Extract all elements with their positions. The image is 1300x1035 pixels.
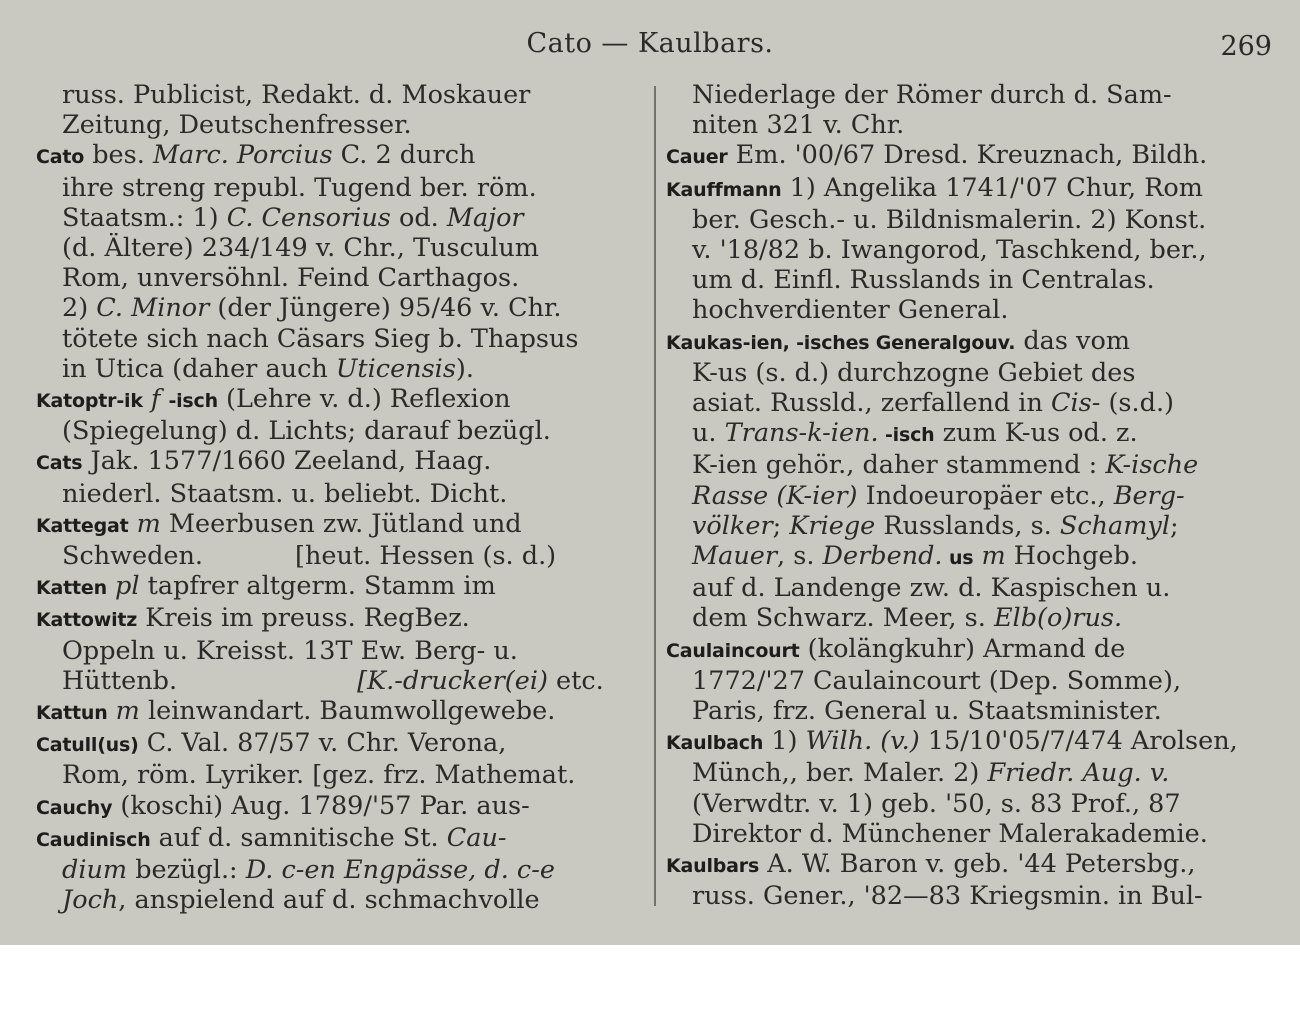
entry-text: (s.d.) — [1100, 388, 1174, 419]
entry-text: ). — [455, 353, 474, 384]
entry-line: (Verwdtr. v. 1) geb. '50, s. 83 Prof., 87 — [692, 788, 1181, 819]
entry-text-italic: dium — [62, 855, 128, 886]
entry-text-italic: Friedr. Aug. v. — [987, 758, 1170, 789]
entry-text: ; — [772, 510, 790, 541]
entry-headword: Catull(us) — [36, 734, 139, 757]
entry-kaulbach — [666, 726, 1270, 849]
entry-text: C. 2 durch — [332, 140, 476, 171]
entry-line: v. '18/82 b. Iwangorod, Taschkend, ber., — [692, 235, 1207, 266]
entry-text: 1) — [763, 726, 806, 757]
entry-caudinisch-continuation — [666, 80, 1270, 140]
entry-text: C. Val. 87/57 v. Chr. Verona, — [138, 728, 507, 759]
entry-text-italic: völker — [692, 510, 773, 541]
entry-line: 1772/'27 Caulaincourt (Dep. Somme), — [692, 665, 1182, 696]
entry-headword: Kauffmann — [666, 178, 782, 201]
entry-line: ber. Gesch.- u. Bildnismalerin. 2) Konst. — [692, 204, 1207, 235]
entry-text-italic: Kriege — [789, 510, 876, 541]
entry-text: Staatsm.: 1) — [62, 202, 227, 233]
entry-cats — [36, 446, 636, 508]
entry-text-italic: Berg- — [1113, 480, 1185, 511]
entry-line: (Spiegelung) d. Lichts; darauf bezügl. — [62, 416, 551, 447]
entry-line: Oppeln u. Kreisst. 13T Ew. Berg- u. — [62, 635, 518, 666]
entry-text: Kreis im preuss. RegBez. — [137, 603, 470, 634]
entry-text-italic: C. Minor — [96, 293, 210, 324]
column-divider — [654, 86, 656, 906]
running-header-title: Cato — Kaulbars. — [526, 28, 774, 59]
entry-text-italic: C. Censorius — [226, 202, 391, 233]
entry-text: , s. — [777, 541, 823, 572]
entry-kattun — [36, 696, 636, 728]
entry-text-italic: pl — [106, 571, 140, 602]
right-column — [666, 80, 1270, 920]
entry-text: (der Jüngere) 95/46 v. Chr. — [209, 293, 562, 324]
entry-headword: Cats — [36, 452, 83, 475]
entry-headword: Kattowitz — [36, 609, 138, 632]
entry-text: leinwandart. Baumwollgewebe. — [139, 696, 556, 727]
entry-text: 2) — [62, 293, 97, 324]
entry-text: 1) Angelika 1741/'07 Chur, Rom — [781, 172, 1203, 203]
entry-cauer — [666, 140, 1270, 172]
entry-headword: Katoptr-ik — [36, 390, 143, 413]
entry-katten — [36, 571, 636, 603]
entry-line: Paris, frz. General u. Staatsminister. — [692, 696, 1162, 727]
entry-text-italic: f — [142, 384, 169, 415]
entry-text: Russlands, s. — [875, 510, 1060, 541]
entry-kaulbars — [666, 849, 1270, 911]
entry-line: russ. Publicist, Redakt. d. Moskauer — [62, 80, 531, 110]
entry-headword: Cauchy — [36, 796, 113, 819]
entry-cauchy — [36, 791, 636, 823]
entry-text-italic: Mauer — [692, 541, 778, 572]
entry-text-italic: Trans-k-ien. — [724, 418, 879, 449]
entry-cato — [36, 140, 636, 384]
entry-kattegat — [36, 509, 636, 571]
entry-text: , anspielend auf d. schmachvolle — [118, 885, 540, 916]
entry-headword: Kaulbars — [666, 855, 760, 878]
entry-headword: Kaukas-ien, -isches Generalgouv. — [666, 331, 1016, 354]
entry-line: russ. Gener., '82—83 Kriegsmin. in Bul- — [692, 881, 1203, 912]
entry-text-italic: Elb(o)rus. — [993, 603, 1123, 634]
entry-headword: Katten — [36, 577, 107, 600]
entry-line: niten 321 v. Chr. — [692, 110, 905, 141]
entry-text-italic: D. c-en Engpässe, d. c-e — [245, 855, 555, 886]
entry-line: tötete sich nach Cäsars Sieg b. Thapsus — [62, 323, 579, 354]
entry-text: Münch,, ber. Maler. 2) — [692, 758, 988, 789]
entry-katoptrik — [36, 384, 636, 446]
entry-text: [heut. Hessen (s. d.) — [295, 541, 557, 572]
entry-text: auf d. samnitische St. — [150, 822, 447, 853]
entry-text: Jak. 1577/1660 Zeeland, Haag. — [82, 446, 492, 477]
entry-catull — [36, 728, 636, 790]
entry-line: hochverdienter General. — [692, 295, 1009, 326]
entry-text-italic: Cau- — [446, 822, 507, 853]
entry-headword: Cato — [36, 146, 85, 169]
entry-headword: Cauer — [666, 146, 728, 169]
entry-text-italic: Joch — [62, 885, 119, 916]
entry-text: u. — [692, 418, 725, 449]
page-number: 269 — [1220, 31, 1272, 62]
entry-line: (d. Ältere) 234/149 v. Chr., Tusculum — [62, 233, 539, 264]
entry-text-italic: Derbend. — [822, 541, 943, 572]
entry-text-italic: m — [107, 696, 140, 727]
entry-text-italic: Marc. Porcius — [152, 140, 333, 171]
entry-text: (koschi) Aug. 1789/'57 Par. aus- — [112, 790, 530, 821]
entry-text: Schweden. — [62, 541, 204, 572]
entry-caudinisch — [36, 823, 636, 916]
entry-subheadword: -isch — [168, 390, 218, 413]
entry-text-italic: m — [973, 541, 1006, 572]
entry-text-italic: Cis- — [1051, 388, 1101, 419]
entry-kattowitz — [36, 603, 636, 696]
entry-text-italic: m — [128, 508, 161, 539]
entry-text: Em. '00/67 Dresd. Kreuznach, Bildh. — [727, 140, 1208, 171]
entry-line: Rom, röm. Lyriker. [gez. frz. Mathemat. — [62, 760, 576, 791]
entry-text: bezügl.: — [127, 855, 246, 886]
entry-line: Zeitung, Deutschenfresser. — [62, 110, 412, 141]
entry-headword: Caulaincourt — [666, 639, 800, 662]
bottom-margin — [0, 945, 1300, 1035]
entry-text-italic: K-ische — [1105, 450, 1199, 481]
entry-russ-continuation — [36, 80, 636, 140]
entry-text: Hüttenb. — [62, 665, 178, 696]
entry-text: (Lehre v. d.) Reflexion — [217, 384, 511, 415]
entry-text-italic: Uticensis — [335, 353, 456, 384]
entry-text: K-ien gehör., daher stammend : — [692, 450, 1106, 481]
entry-line: Direktor d. Münchener Malerakademie. — [692, 818, 1208, 849]
entry-text-italic: Rasse (K-ier) — [692, 480, 858, 511]
entry-line: auf d. Landenge zw. d. Kaspischen u. — [692, 573, 1171, 604]
entry-line: K-us (s. d.) durchzogne Gebiet des — [692, 357, 1136, 388]
entry-headword: Kattun — [36, 702, 108, 725]
entry-text-italic: Wilh. (v.) — [805, 726, 920, 757]
entry-subheadword: -isch — [878, 424, 935, 447]
entry-text: etc. — [547, 665, 604, 696]
entry-subheadword: us — [942, 547, 974, 570]
entry-text: ; — [1170, 510, 1179, 541]
entry-text-italic: Schamyl — [1059, 510, 1170, 541]
entry-line: ihre streng republ. Tugend ber. röm. — [62, 172, 537, 203]
entry-text: Indoeuropäer etc., — [857, 480, 1114, 511]
entry-headword: Kaulbach — [666, 732, 764, 755]
entry-text-italic: [K.-drucker(ei) — [357, 665, 548, 696]
entry-headword: Kattegat — [36, 514, 129, 537]
entry-text: in Utica (daher auch — [62, 353, 336, 384]
left-column — [36, 80, 636, 920]
entry-line: Rom, unversöhnl. Feind Carthagos. — [62, 263, 520, 294]
entry-text: Meerbusen zw. Jütland und — [160, 508, 522, 539]
entry-headword: Caudinisch — [36, 828, 151, 851]
entry-line: um d. Einfl. Russlands in Centralas. — [692, 265, 1155, 296]
entry-kaukasien — [666, 326, 1270, 634]
entry-text: bes. — [84, 140, 153, 171]
entry-text: tapfrer altgerm. Stamm im — [139, 571, 496, 602]
entry-line: Niederlage der Römer durch d. Sam- — [692, 80, 1172, 110]
entry-line: niederl. Staatsm. u. beliebt. Dicht. — [62, 478, 508, 509]
entry-text: das vom — [1015, 325, 1130, 356]
entry-text: od. — [390, 202, 447, 233]
entry-text-italic: Major — [446, 202, 524, 233]
entry-caulaincourt — [666, 634, 1270, 727]
entry-text: (kolängkuhr) Armand de — [799, 633, 1126, 664]
entry-text: zum K-us od. z. — [934, 418, 1138, 449]
entry-text: dem Schwarz. Meer, s. — [692, 603, 994, 634]
entry-text: asiat. Russld., zerfallend in — [692, 388, 1051, 419]
entry-text: Hochgeb. — [1005, 541, 1138, 572]
entry-kauffmann — [666, 173, 1270, 326]
entry-text: 15/10'05/7/474 Arolsen, — [919, 726, 1238, 757]
entry-text: A. W. Baron v. geb. '44 Petersbg., — [759, 849, 1196, 880]
